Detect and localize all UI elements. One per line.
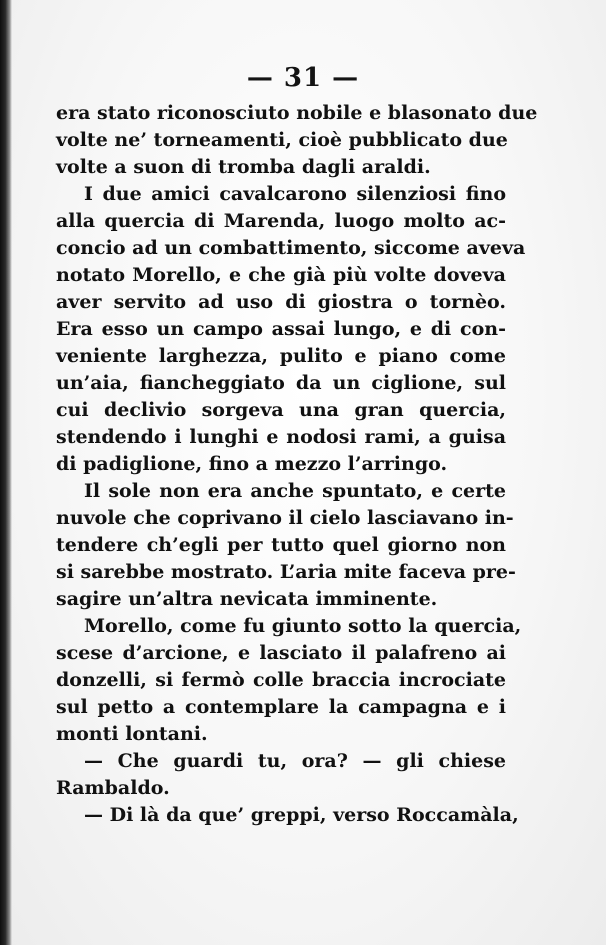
text-line: Rambaldo. xyxy=(56,777,170,799)
text-line: Morello, come fu giunto sotto la quercia, xyxy=(84,615,522,637)
text-line: Il sole non era anche spuntato, e certe xyxy=(84,480,506,502)
text-line: stendendo i lunghi e nodosi rami, a guisa xyxy=(56,426,506,448)
text-line: tendere ch’egli per tutto quel giorno non xyxy=(56,534,506,556)
text-line: monti lontani. xyxy=(56,723,208,745)
text-line: di padiglione, fino a mezzo l’arringo. xyxy=(56,453,448,475)
text-line: — Di là da que’ greppi, verso Roccamàla, xyxy=(84,804,519,826)
text-line: sagire un’altra nevicata imminente. xyxy=(56,588,438,610)
page-gutter-shadow xyxy=(0,0,12,945)
text-line: veniente larghezza, pulito e piano come xyxy=(56,345,506,367)
text-line: notato Morello, e che già più volte doveva xyxy=(56,264,506,286)
text-line: — Che guardi tu, ora? — gli chiese xyxy=(84,750,506,772)
text-line: I due amici cavalcarono silenziosi fino xyxy=(84,183,506,205)
text-line: volte ne’ torneamenti, cioè pubblicato due xyxy=(56,129,508,151)
text-line: alla quercia di Marenda, luogo molto ac- xyxy=(56,210,506,232)
page-number: — 31 — xyxy=(246,63,360,93)
text-line: nuvole che coprivano il cielo lasciavano in- xyxy=(56,507,514,529)
text-line: Era esso un campo assai lungo, e di con- xyxy=(56,318,506,340)
text-line: sul petto a contemplare la campagna e i xyxy=(56,696,506,718)
text-line: si sarebbe mostrato. L’aria mite faceva pre- xyxy=(56,561,516,583)
text-line: era stato riconosciuto nobile e blasonato due xyxy=(56,102,538,124)
text-line: cui declivio sorgeva una gran quercia, xyxy=(56,399,506,421)
text-line: un’aia, fiancheggiato da un ciglione, sul xyxy=(56,372,506,394)
text-line: donzelli, si fermò colle braccia incrociate xyxy=(56,669,506,691)
text-line: aver servito ad uso di giostra o tornèo. xyxy=(56,291,506,313)
page-body-text xyxy=(56,100,538,829)
text-line: volte a suon di tromba dagli araldi. xyxy=(56,156,431,178)
text-line: scese d’arcione, e lasciato il palafreno ai xyxy=(56,642,506,664)
text-line: concio ad un combattimento, siccome aveva xyxy=(56,237,526,259)
